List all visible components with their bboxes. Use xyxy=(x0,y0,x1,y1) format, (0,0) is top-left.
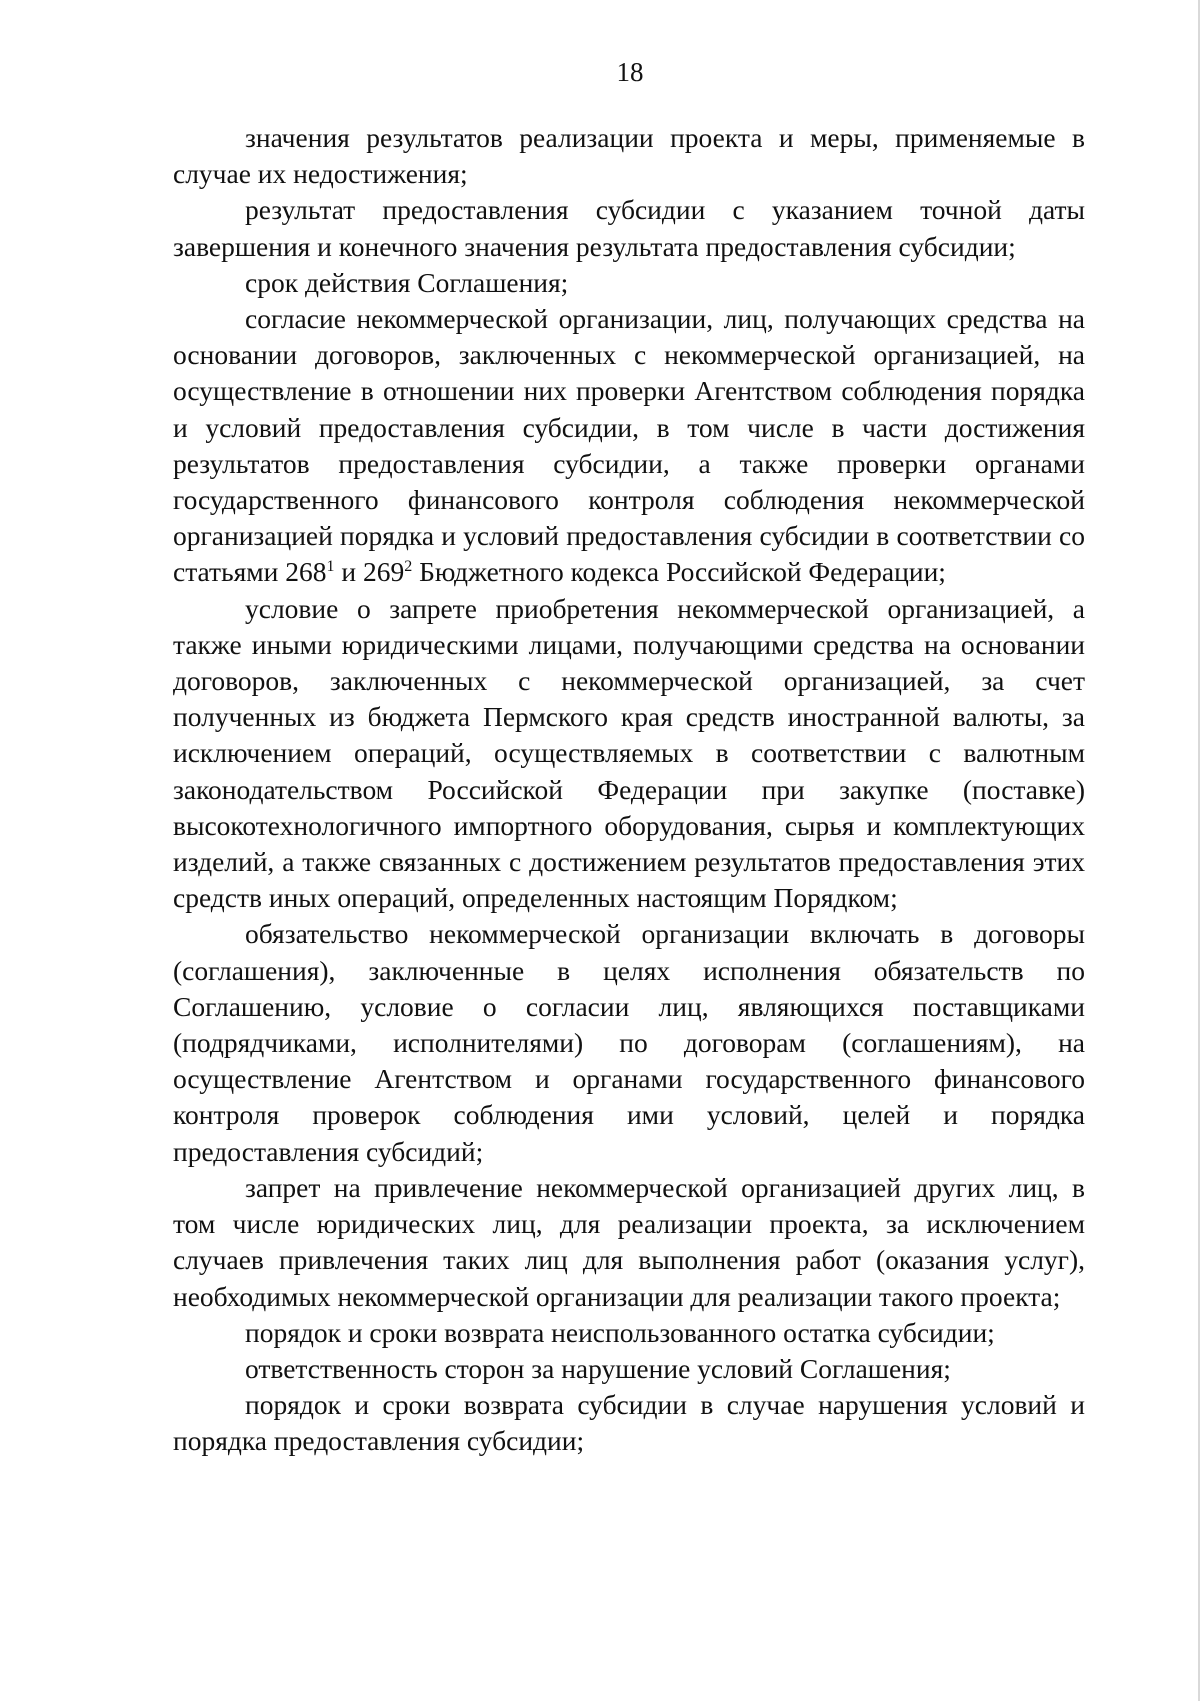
paragraph: условие о запрете приобретения некоммерческой организацией, а также иными юридическими лицами, получающими средства на основании договоров, заключенных с некоммерческой организацией, за счет полученных из бюджета Пермского края средств иностранной валюты, за исключением операций, осуществляемых в соответствии с валютным законодательством Российской Федерации при закупке (поставке) высокотехнологичного импортного оборудования, сырья и комплектующих изделий, а также связанных с достижением результатов предоставления этих средств иных операций, определенных настоящим Порядком; xyxy=(173,592,1085,914)
paragraph: порядок и сроки возврата неиспользованного остатка субсидии; xyxy=(245,1316,995,1348)
paragraph: запрет на привлечение некоммерческой организацией других лиц, в том числе юридических лиц, для реализации проекта, за исключением случаев привлечения таких лиц для выполнения работ (оказания услуг), необходимых некоммерческой организации для реализации такого проекта; xyxy=(173,1171,1085,1312)
paragraph-text: и 269 xyxy=(334,556,405,588)
paragraph-with-citations xyxy=(173,301,1085,591)
document-body xyxy=(173,120,1085,1460)
paragraph: порядок и сроки возврата субсидии в случае нарушения условий и порядка предоставления субсидии; xyxy=(173,1389,1085,1457)
paragraph: обязательство некоммерческой организации включать в договоры (соглашения), заключенные в целях исполнения обязательств по Соглашению, условие о согласии лиц, являющихся поставщиками (подрядчиками, исполнителями) по договорам (соглашениям), на осуществление Агентством и органами государственного финансового контроля проверок соблюдения ими условий, целей и порядка предоставления субсидий; xyxy=(173,918,1085,1167)
paragraph-text: Бюджетного кодекса Российской Федерации; xyxy=(412,556,946,588)
paragraph: срок действия Соглашения; xyxy=(245,266,569,298)
paragraph-text: согласие некоммерческой организации, лиц, получающих средства на основании договоров, заключенных с некоммерческой организацией, на осуществление в отношении них проверки Агентством соблюдения порядка и условий предоставления субсидии, в том числе в части достижения результатов предоставления субсидии, а также проверки органами государственного финансового контроля соблюдения некоммерческой организацией порядка и условий предоставления субсидии в соответствии со статьями 268 xyxy=(173,303,1085,588)
superscript: 1 xyxy=(326,558,335,576)
paragraph: значения результатов реализации проекта и меры, применяемые в случае их недостижения; xyxy=(173,122,1085,190)
page-number: 18 xyxy=(616,57,644,87)
superscript: 2 xyxy=(404,558,413,576)
paragraph: ответственность сторон за нарушение условий Соглашения; xyxy=(245,1352,951,1384)
paragraph: результат предоставления субсидии с указанием точной даты завершения и конечного значения результата предоставления субсидии; xyxy=(173,194,1085,262)
